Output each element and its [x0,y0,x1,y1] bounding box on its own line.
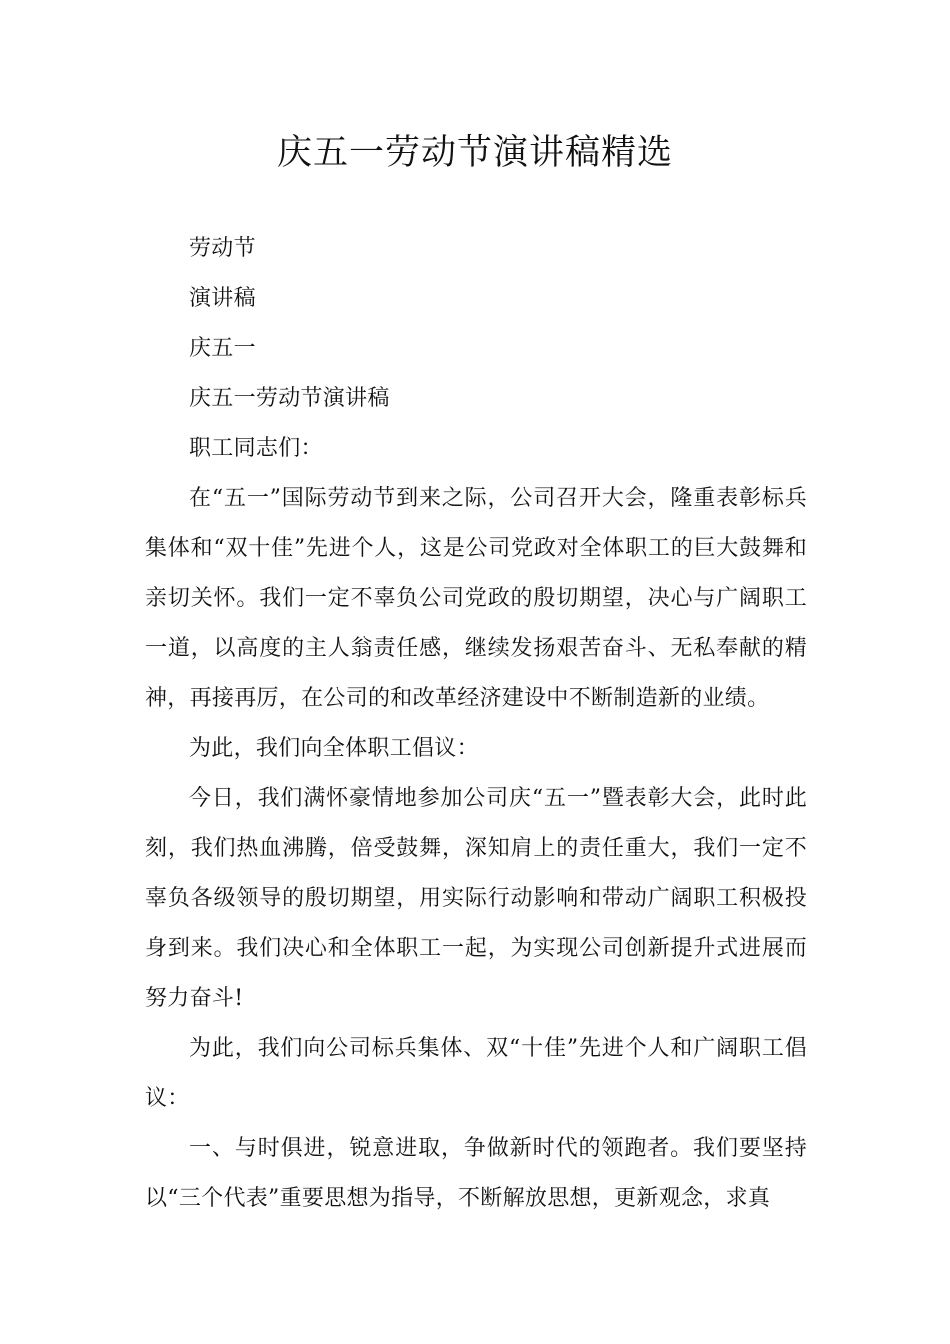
paragraph-subtitle: 庆五一劳动节演讲稿 [189,386,390,411]
paragraph-body: 为此，我们向公司标兵集体、双“十佳”先进个人和广阔职工倡议： [145,1036,807,1111]
document-body [145,224,807,1224]
paragraph-keyword-1: 劳动节 [189,236,256,261]
paragraph-keyword-3: 庆五一 [189,336,256,361]
paragraph-keyword-2: 演讲稿 [189,286,256,311]
document-title: 庆五一劳动节演讲稿精选 [276,133,673,173]
paragraph-body: 今日，我们满怀豪情地参加公司庆“五一”暨表彰大会，此时此刻，我们热血沸腾，倍受鼓舞，深知肩上的责任重大，我们一定不辜负各级领导的殷切期望，用实际行动影响和带动广阔职工积极投身到来。我们决心和全体职工一起，为实现公司创新提升式进展而努力奋斗! [145,786,807,1011]
paragraph-body: 在“五一”国际劳动节到来之际，公司召开大会，隆重表彰标兵集体和“双十佳”先进个人，这是公司党政对全体职工的巨大鼓舞和亲切关怀。我们一定不辜负公司党政的殷切期望，决心与广阔职工一道，以高度的主人翁责任感，继续发扬艰苦奋斗、无私奉献的精神，再接再厉，在公司的和改革经济建设中不断制造新的业绩。 [145,486,807,711]
paragraph-body: 一、与时俱进，锐意进取，争做新时代的领跑者。我们要坚持以“三个代表”重要思想为指导，不断解放思想，更新观念，求真 [145,1136,807,1211]
paragraph-body: 为此，我们向全体职工倡议： [189,736,479,761]
paragraph-salutation: 职工同志们： [189,436,323,461]
